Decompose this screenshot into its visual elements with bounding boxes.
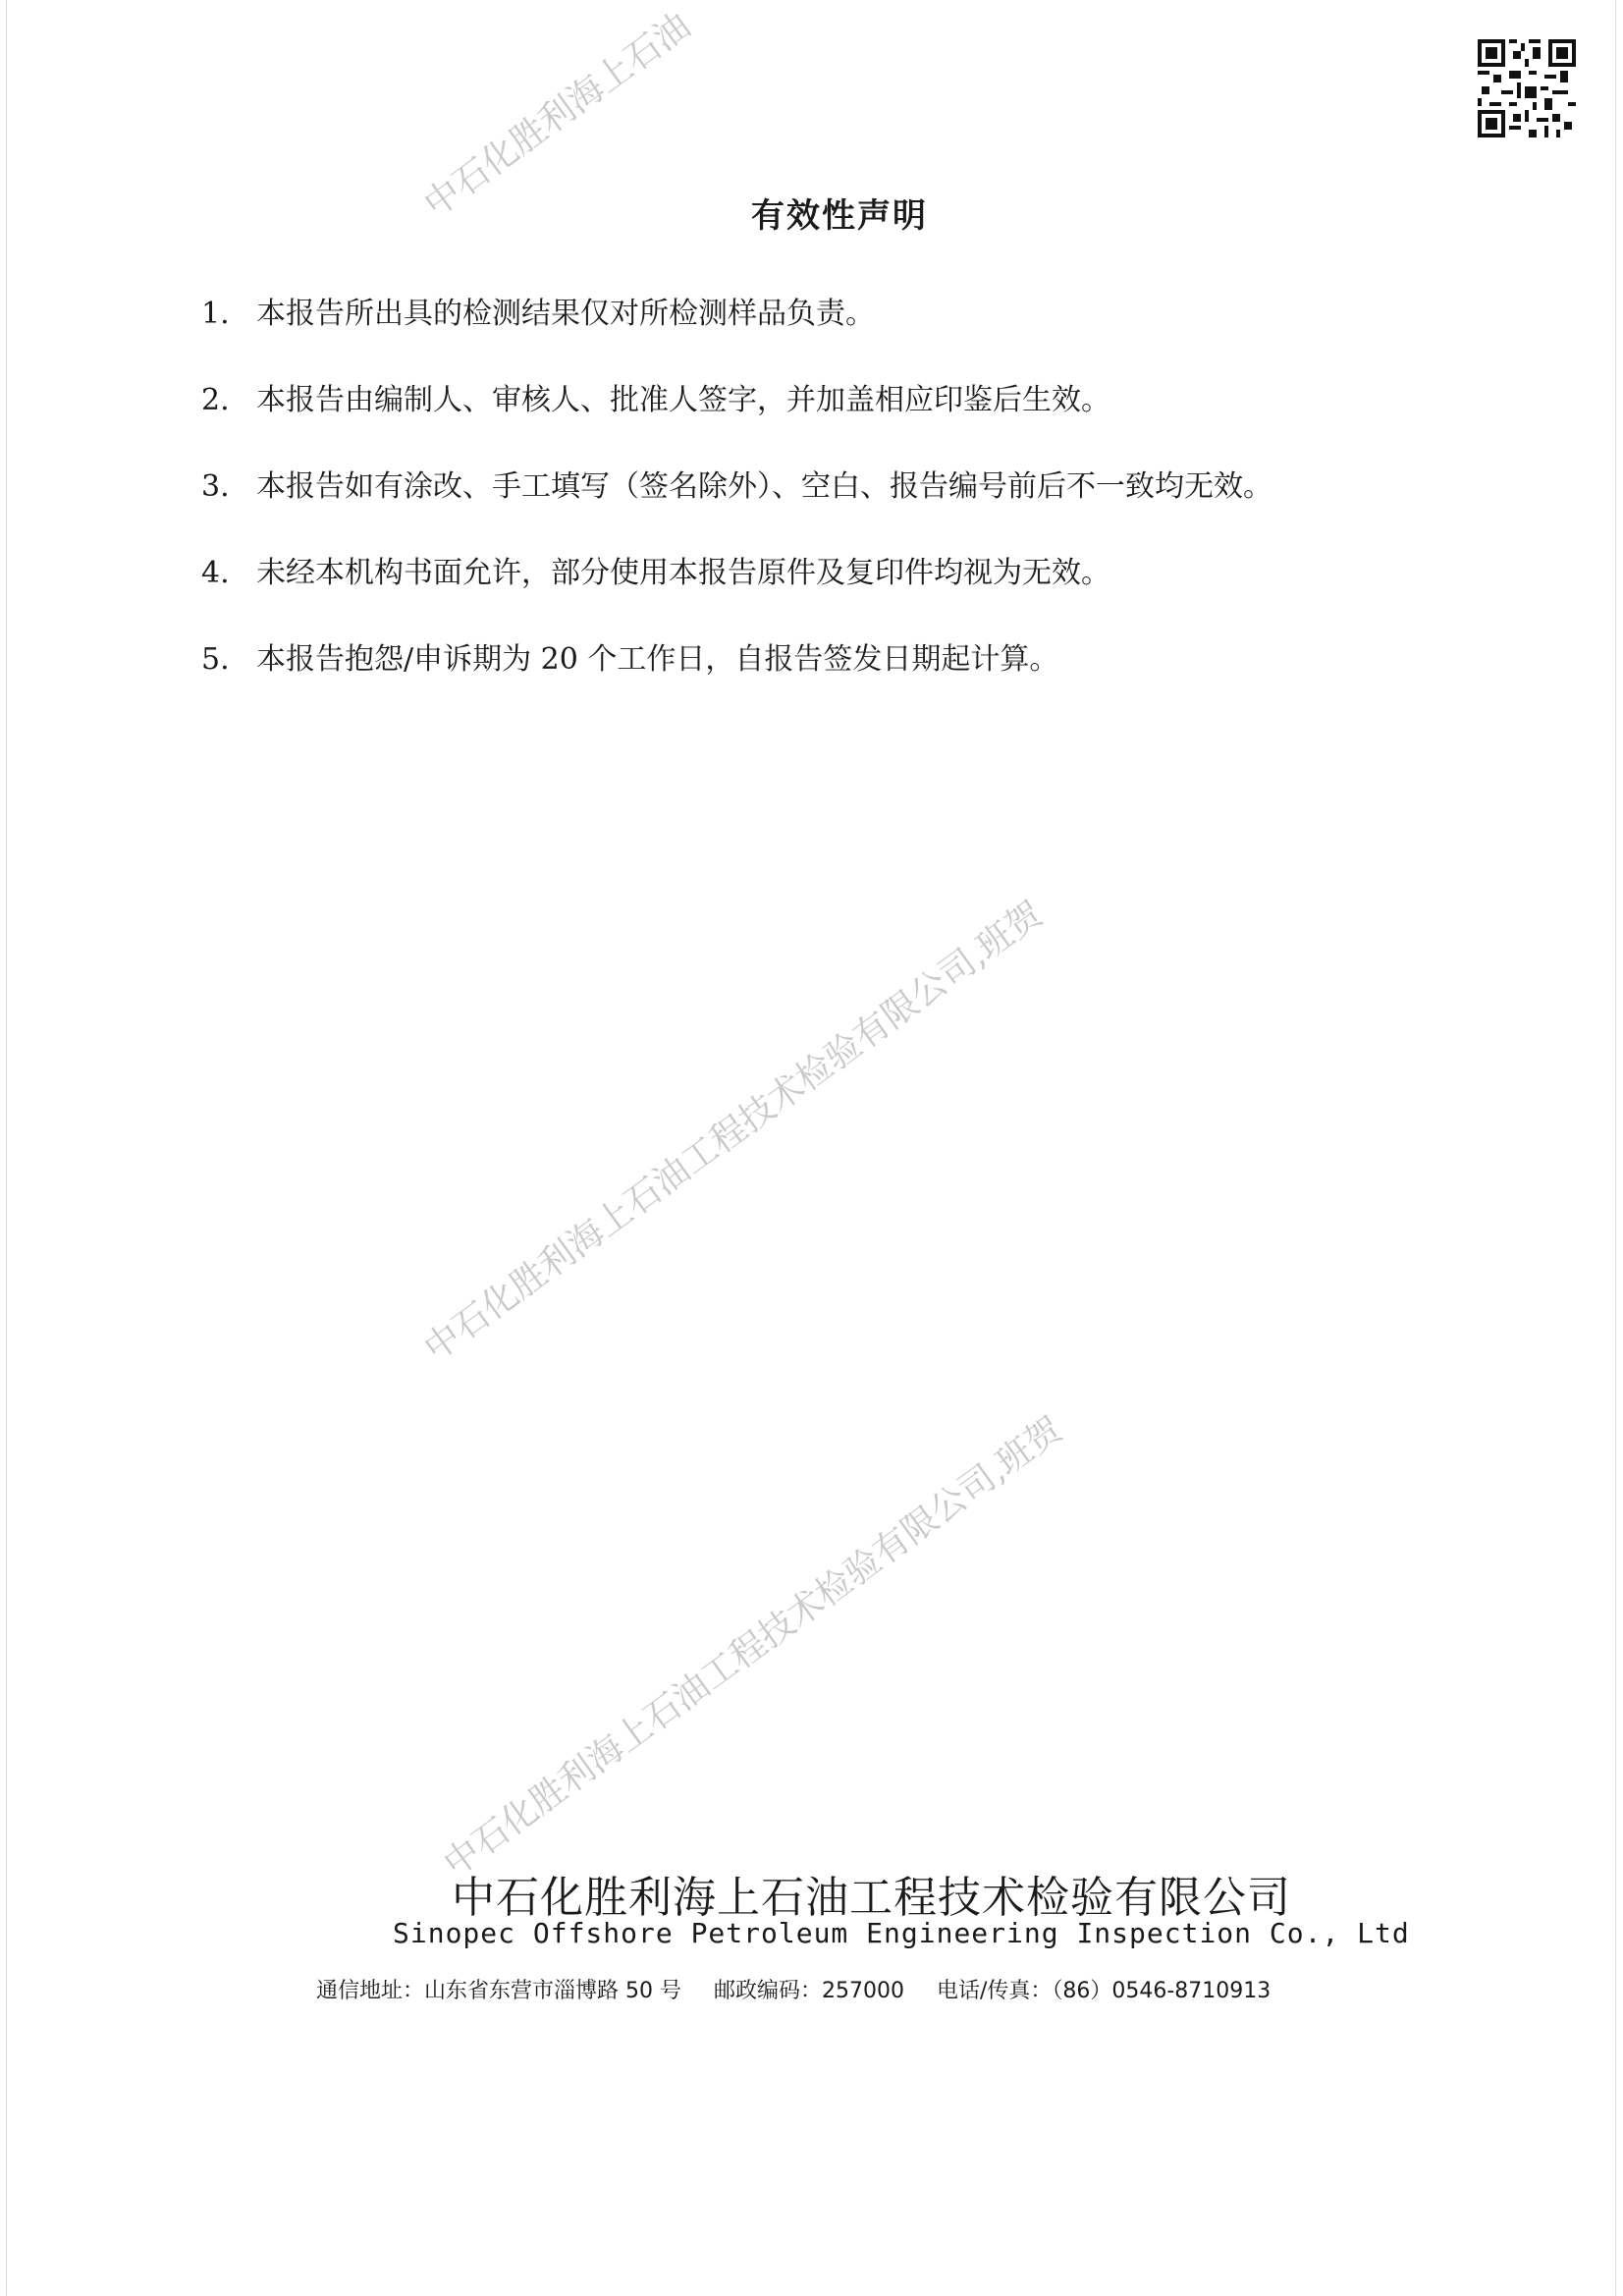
item-number: 4.	[201, 556, 230, 590]
item-number: 3.	[201, 469, 230, 504]
list-item	[201, 295, 1272, 381]
address: 通信地址：山东省东营市淄博路 50 号	[316, 1979, 681, 2003]
item-text: 本报告所出具的检测结果仅对所检测样品负责。	[256, 297, 875, 331]
postcode: 邮政编码：257000	[713, 1979, 904, 2003]
list-item	[201, 554, 1272, 640]
item-text: 本报告抱怨/申诉期为 20 个工作日，自报告签发日期起计算。	[256, 642, 1059, 677]
company-name-cn: 中石化胜利海上石油工程技术检验有限公司	[452, 1873, 1291, 1923]
watermark-bottom: 中石化胜利海上石油工程技术检验有限公司,班贺	[436, 1409, 1070, 1886]
item-text: 本报告如有涂改、手工填写（签名除外）、空白、报告编号前后不一致均无效。	[256, 469, 1272, 504]
watermark-top: 中石化胜利海上石油	[416, 5, 698, 226]
page-title: 有效性声明	[751, 196, 928, 236]
statement-list	[201, 295, 1272, 727]
item-number: 1.	[201, 297, 230, 331]
phone-fax: 电话/传真：（86）0546-8710913	[936, 1979, 1271, 2003]
item-number: 2.	[201, 383, 230, 417]
qr-code-icon	[1478, 39, 1576, 137]
contact-info	[316, 1974, 1296, 2004]
item-text: 本报告由编制人、审核人、批准人签字，并加盖相应印鉴后生效。	[256, 383, 1110, 417]
list-item	[201, 467, 1272, 554]
company-name-en: Sinopec Offshore Petroleum Engineering Inspection Co., Ltd	[393, 1917, 1410, 1949]
watermark-middle: 中石化胜利海上石油工程技术检验有限公司,班贺	[416, 894, 1051, 1370]
list-item	[201, 381, 1272, 467]
list-item	[201, 640, 1272, 727]
item-number: 5.	[201, 642, 230, 677]
item-text: 未经本机构书面允许，部分使用本报告原件及复印件均视为无效。	[256, 556, 1110, 590]
